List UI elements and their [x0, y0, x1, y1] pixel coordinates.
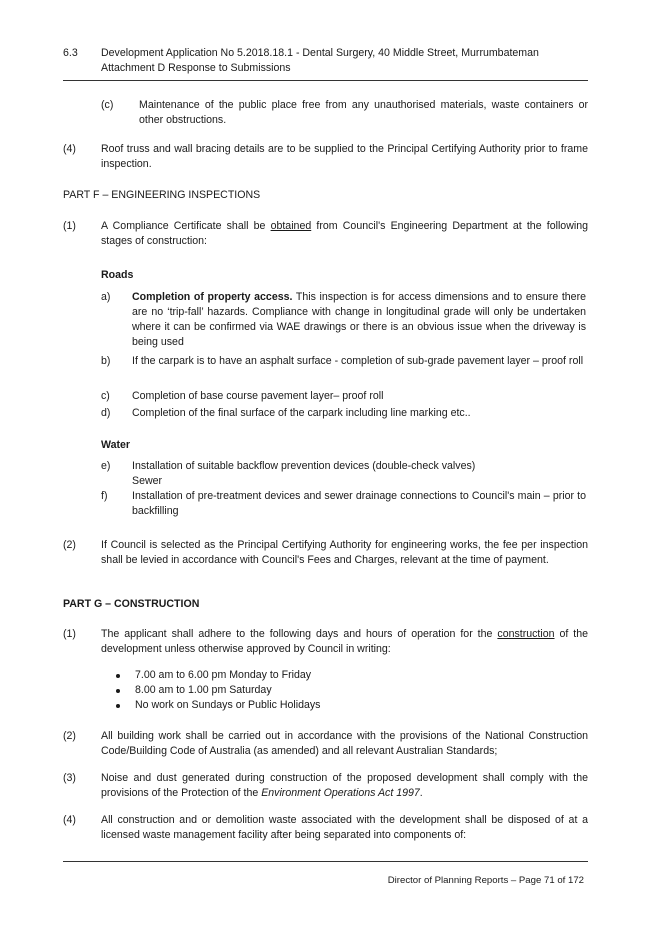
part-g-item-4 [63, 813, 588, 845]
roads-item-d [101, 406, 588, 422]
list-item [101, 698, 588, 713]
roads-item-a [101, 290, 588, 352]
item-text: The applicant shall adhere to the following days and hours of operation for the construction of the development unless otherwise approved by Council in writing: [101, 628, 589, 655]
part-g-item-3 [63, 771, 588, 803]
item-text: If the carpark is to have an asphalt surface - completion of sub-grade pavement layer – proof roll [132, 355, 584, 367]
header-line-2: Attachment D Response to Submissions [101, 62, 291, 74]
bullet-icon [116, 674, 120, 678]
item-number: (2) [63, 730, 76, 742]
list-item [101, 668, 588, 683]
item-text: Noise and dust generated during construction of the proposed development shall comply with the provisions of the Protection of the Environment Operations Act 1997. [101, 772, 588, 799]
item-number: (2) [63, 539, 76, 551]
item-number: (4) [63, 143, 76, 155]
part-g-item-2 [63, 729, 588, 761]
roads-item-c [101, 389, 588, 405]
header-line-1: Development Application No 5.2018.18.1 - Dental Surgery, 40 Middle Street, Murrumbateman [101, 47, 539, 59]
roads-item-b [101, 354, 588, 386]
item-label: f) [101, 490, 108, 502]
item-text: A Compliance Certificate shall be obtained from Council's Engineering Department at the following stages of construction: [101, 220, 588, 247]
part-g-heading: PART G – CONSTRUCTION [63, 598, 200, 610]
bullet-text: 8.00 am to 1.00 pm Saturday [135, 684, 272, 696]
item-text: All building work shall be carried out in accordance with the provisions of the National Construction Code/Building Code of Australia (as amended) and all relevant Australian Standards; [101, 730, 588, 757]
item-number: (1) [63, 628, 76, 640]
item-text: Installation of pre-treatment devices and sewer drainage connections to Council's main – prior to backfilling [132, 490, 586, 517]
item-number: (4) [63, 814, 76, 826]
item-text: If Council is selected as the Principal Certifying Authority for engineering works, the fee per inspection shall be levied in accordance with Council's Fees and Charges, relevant at the time of payment. [101, 539, 588, 566]
item-label: c) [101, 390, 110, 402]
part-f-item-1 [63, 219, 588, 251]
bullet-icon [116, 689, 120, 693]
item-label: a) [101, 291, 111, 303]
item-number: (1) [63, 220, 76, 232]
item-label: (c) [101, 99, 114, 111]
part-f-heading: PART F – ENGINEERING INSPECTIONS [63, 189, 261, 201]
footer-rule [63, 861, 588, 862]
item-text: Completion of base course pavement layer– proof roll [132, 390, 384, 402]
page-footer: Director of Planning Reports – Page 71 of 172 [387, 875, 584, 886]
underlined-word: construction [497, 628, 555, 640]
item-text: All construction and or demolition waste associated with the development shall be disposed of at a licensed waste management facility after being separated into components of: [101, 814, 588, 841]
bullet-text: No work on Sundays or Public Holidays [135, 699, 321, 711]
section-number: 6.3 [63, 47, 78, 59]
item-label: b) [101, 355, 111, 367]
bullet-icon [116, 704, 120, 708]
part-e-item-c [101, 98, 588, 130]
hours-bullet-list [101, 668, 588, 714]
water-item-f [101, 489, 588, 521]
water-heading: Water [101, 439, 131, 451]
list-item [101, 683, 588, 698]
item-text: Roof truss and wall bracing details are to be supplied to the Principal Certifying Authority prior to frame inspection. [101, 143, 588, 170]
part-g-item-1 [63, 627, 588, 659]
sewer-label: Sewer [132, 475, 163, 487]
item-text: Completion of property access. This inspection is for access dimensions and to ensure there are no ‘trip-fall’ hazards. Compliance with change in longitudinal grade will only be undertaken where it can be confirmed via WAE drawings or there is an obvious issue when the driveway is being used [132, 291, 586, 348]
item-label: e) [101, 460, 111, 472]
roads-heading: Roads [101, 269, 134, 281]
item-label: d) [101, 407, 111, 419]
header-rule [63, 80, 588, 81]
item-text: Completion of the final surface of the carpark including line marking etc.. [132, 407, 471, 419]
item-number: (3) [63, 772, 76, 784]
act-name: Environment Operations Act 1997 [261, 787, 420, 799]
part-e-item-4 [63, 142, 588, 174]
item-text: Installation of suitable backflow prevention devices (double-check valves) [132, 460, 476, 472]
underlined-word: obtained [270, 220, 312, 232]
bullet-text: 7.00 am to 6.00 pm Monday to Friday [135, 669, 312, 681]
part-f-item-2 [63, 538, 588, 584]
water-item-e [101, 459, 588, 491]
header-title [101, 46, 601, 76]
item-text: Maintenance of the public place free from any unauthorised materials, waste containers or other obstructions. [139, 99, 588, 126]
